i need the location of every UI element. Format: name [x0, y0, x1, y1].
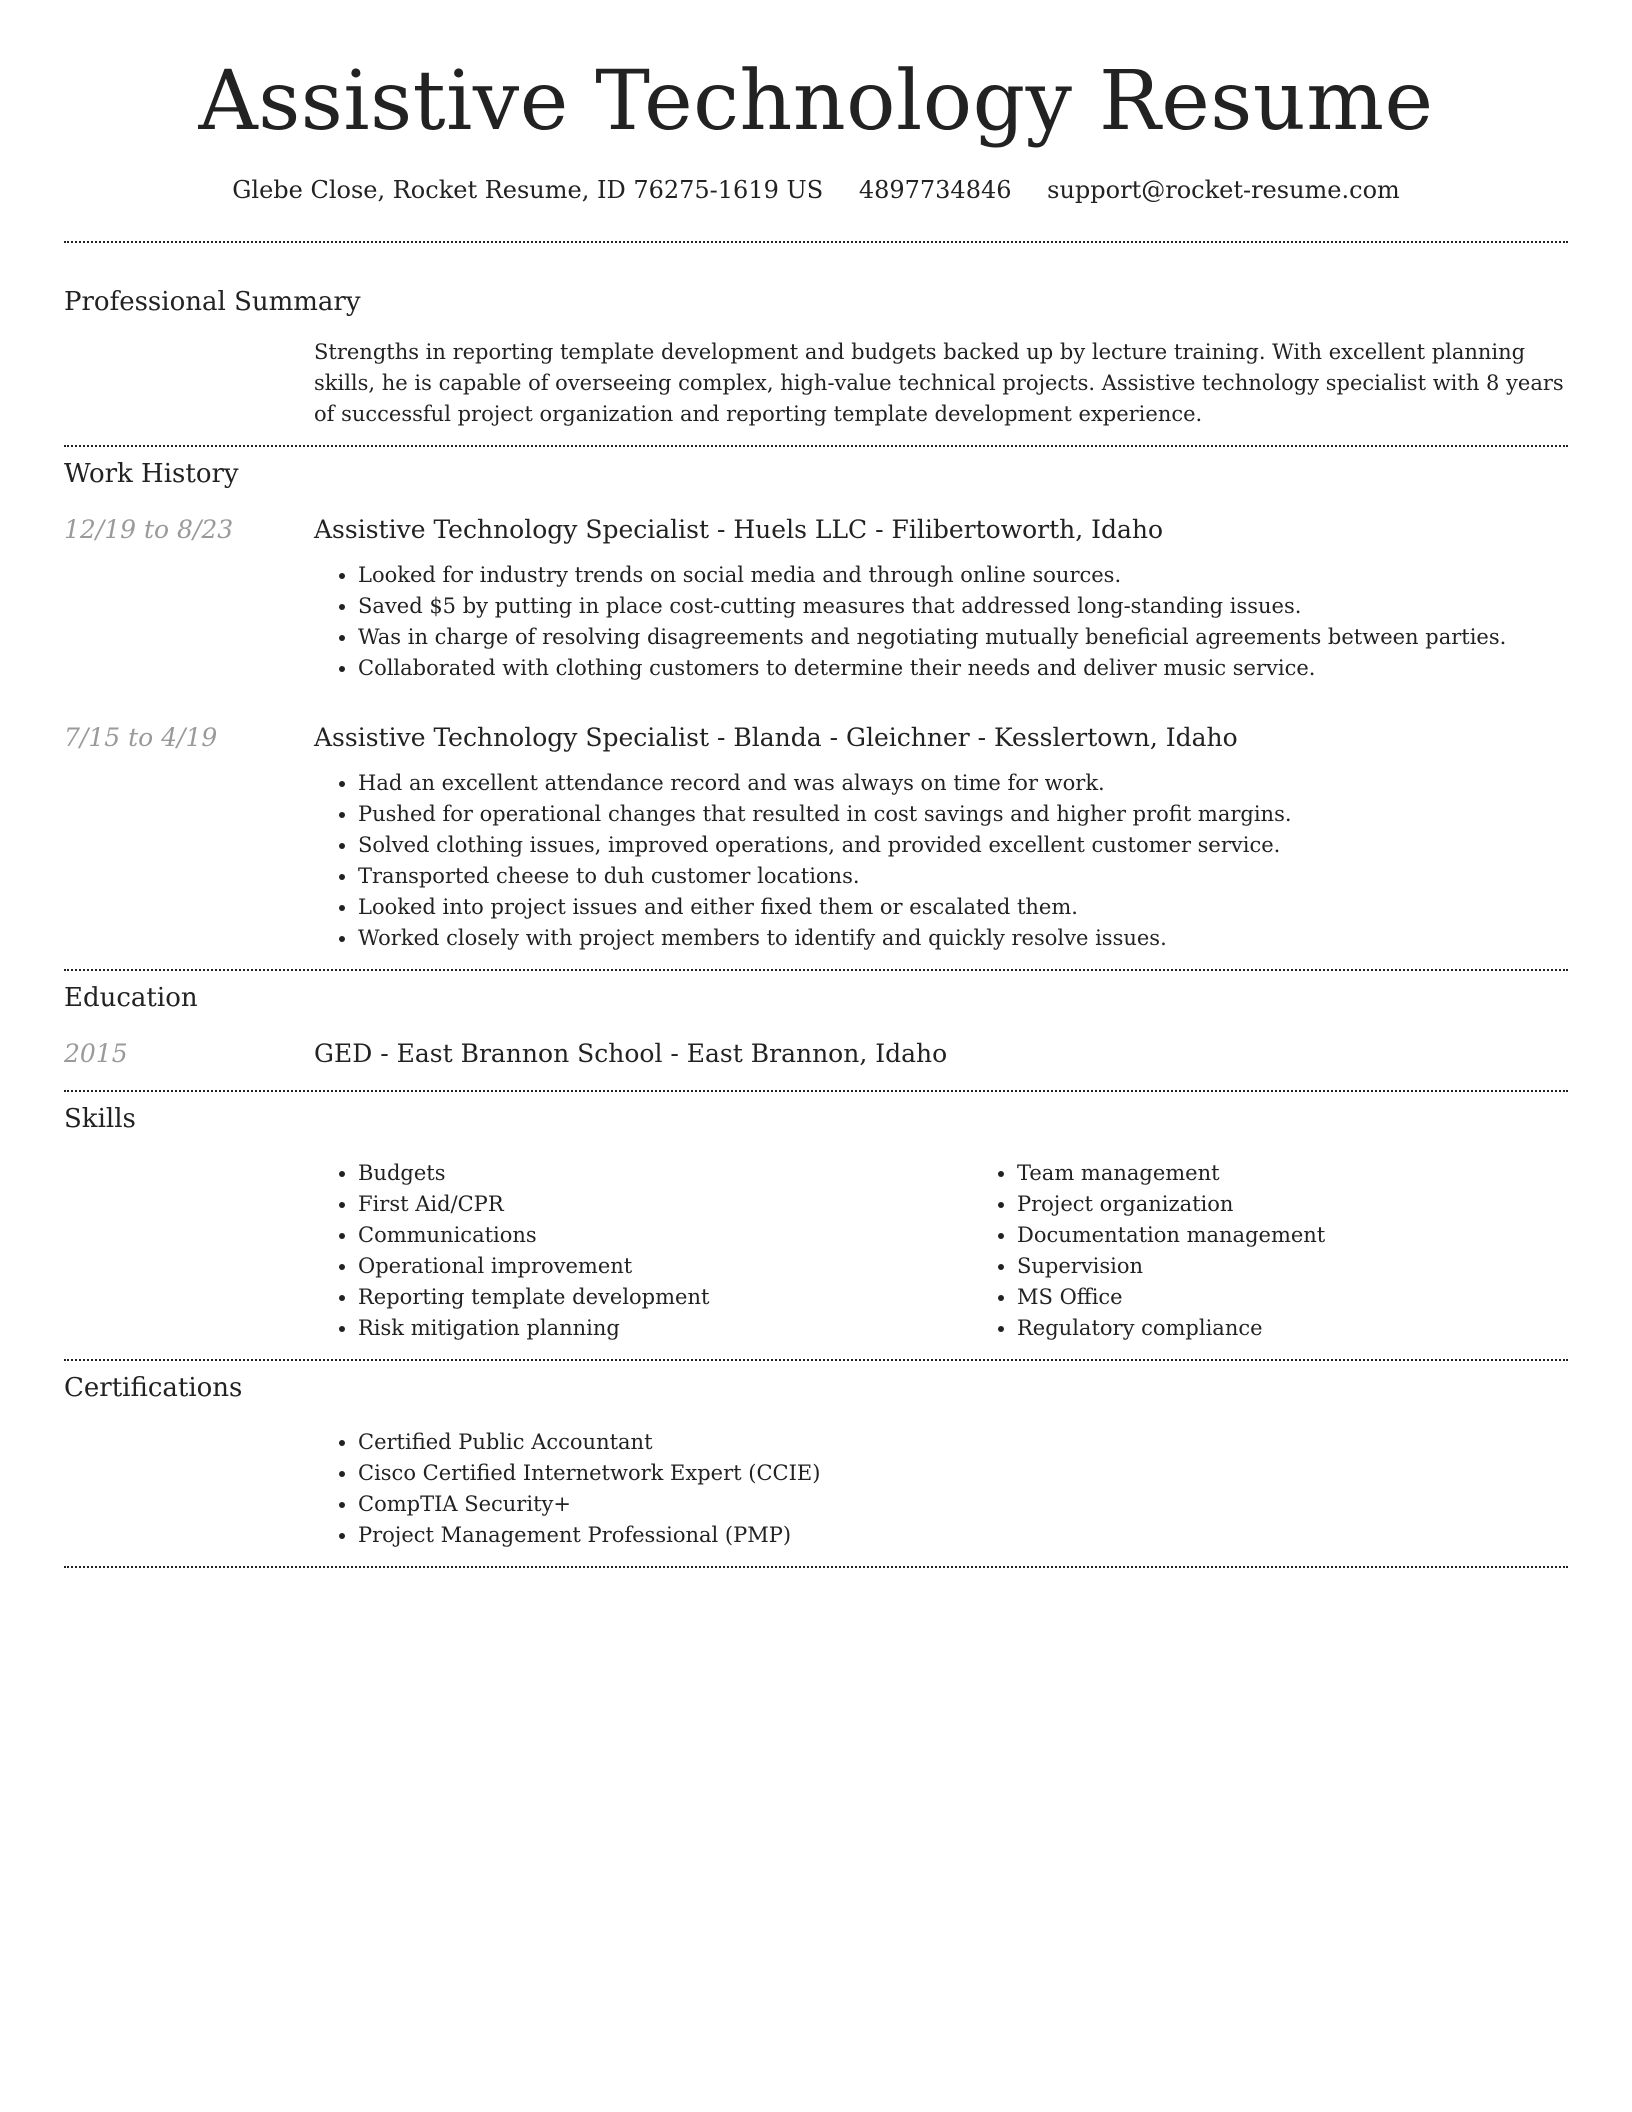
list-item: • Documentation management	[1017, 1220, 1632, 1251]
skills-column-right	[973, 1158, 1632, 1344]
list-item: • Collaborated with clothing customers to determine their needs and deliver music service.	[358, 653, 1568, 684]
job-heading: Assistive Technology Specialist - Blanda - Gleichner - Kesslertown, Idaho	[314, 723, 1238, 752]
list-item: • Risk mitigation planning	[358, 1313, 973, 1344]
contact-address: Glebe Close, Rocket Resume, ID 76275-1619 US	[232, 176, 824, 204]
resume-page	[64, 0, 1568, 1568]
list-item: • Budgets	[358, 1158, 973, 1189]
list-item: • Cisco Certified Internetwork Expert (CCIE)	[358, 1458, 1568, 1489]
list-item: • Supervision	[1017, 1251, 1632, 1282]
contact-line	[64, 174, 1568, 206]
summary-row	[64, 337, 1568, 430]
section-title-certifications: Certifications	[64, 1373, 243, 1403]
summary-text: Strengths in reporting template development and budgets backed up by lecture training. With excellent planning skills, he is capable of overseeing complex, high-value technical projects. Assistive technology specialist with 8 years of successful project organization and reporting template development experience.	[314, 340, 1564, 426]
divider	[64, 1566, 1568, 1568]
certifications-spacer	[64, 1427, 314, 1551]
list-item: • Had an excellent attendance record and was always on time for work.	[358, 768, 1568, 799]
job-dates: 12/19 to 8/23	[64, 515, 234, 544]
list-item: • Operational improvement	[358, 1251, 973, 1282]
certifications-list	[314, 1427, 1568, 1551]
divider	[64, 1359, 1568, 1361]
list-item: • Saved $5 by putting in place cost-cutting measures that addressed long-standing issues.	[358, 591, 1568, 622]
list-item: • Project organization	[1017, 1189, 1632, 1220]
contact-phone: 4897734846	[858, 176, 1012, 204]
skills-spacer	[64, 1158, 314, 1344]
education-entry	[64, 1037, 1568, 1071]
list-item: • Transported cheese to duh customer locations.	[358, 861, 1568, 892]
education-year: 2015	[64, 1039, 128, 1068]
list-item: • CompTIA Security+	[358, 1489, 1568, 1520]
divider	[64, 445, 1568, 447]
list-item: • Communications	[358, 1220, 973, 1251]
list-item: • Pushed for operational changes that resulted in cost savings and higher profit margins.	[358, 799, 1568, 830]
list-item: • Certified Public Accountant	[358, 1427, 1568, 1458]
section-title-skills: Skills	[64, 1104, 136, 1134]
section-title-summary: Professional Summary	[64, 287, 361, 317]
list-item: • Worked closely with project members to identify and quickly resolve issues.	[358, 923, 1568, 954]
list-item: • Looked for industry trends on social media and through online sources.	[358, 560, 1568, 591]
divider	[64, 241, 1568, 243]
list-item: • Team management	[1017, 1158, 1632, 1189]
skills-column-left	[314, 1158, 973, 1344]
job-body	[314, 721, 1568, 954]
list-item: • Was in charge of resolving disagreements and negotiating mutually beneficial agreements between parties.	[358, 622, 1568, 653]
list-item: • Regulatory compliance	[1017, 1313, 1632, 1344]
job-heading: Assistive Technology Specialist - Huels LLC - Filibertoworth, Idaho	[314, 515, 1164, 544]
summary-spacer	[64, 337, 314, 430]
divider	[64, 1090, 1568, 1092]
job-bullets	[314, 768, 1568, 954]
job-body	[314, 513, 1568, 684]
divider	[64, 969, 1568, 971]
skills-row	[64, 1158, 1568, 1344]
section-title-education: Education	[64, 983, 198, 1013]
list-item: • Reporting template development	[358, 1282, 973, 1313]
list-item: • Project Management Professional (PMP)	[358, 1520, 1568, 1551]
section-title-work: Work History	[64, 459, 239, 489]
list-item: • Solved clothing issues, improved operations, and provided excellent customer service.	[358, 830, 1568, 861]
job-dates: 7/15 to 4/19	[64, 723, 218, 752]
education-heading: GED - East Brannon School - East Brannon, Idaho	[314, 1039, 948, 1068]
list-item: • MS Office	[1017, 1282, 1632, 1313]
resume-name: Assistive Technology Resume	[198, 54, 1434, 149]
job-entry	[64, 721, 1568, 954]
skills-list	[314, 1158, 1632, 1344]
list-item: • First Aid/CPR	[358, 1189, 973, 1220]
certifications-row	[64, 1427, 1568, 1551]
job-entry	[64, 513, 1568, 684]
certifications-body	[314, 1427, 1568, 1551]
job-bullets	[314, 560, 1568, 684]
list-item: • Looked into project issues and either fixed them or escalated them.	[358, 892, 1568, 923]
contact-email: support@rocket-resume.com	[1047, 176, 1400, 204]
